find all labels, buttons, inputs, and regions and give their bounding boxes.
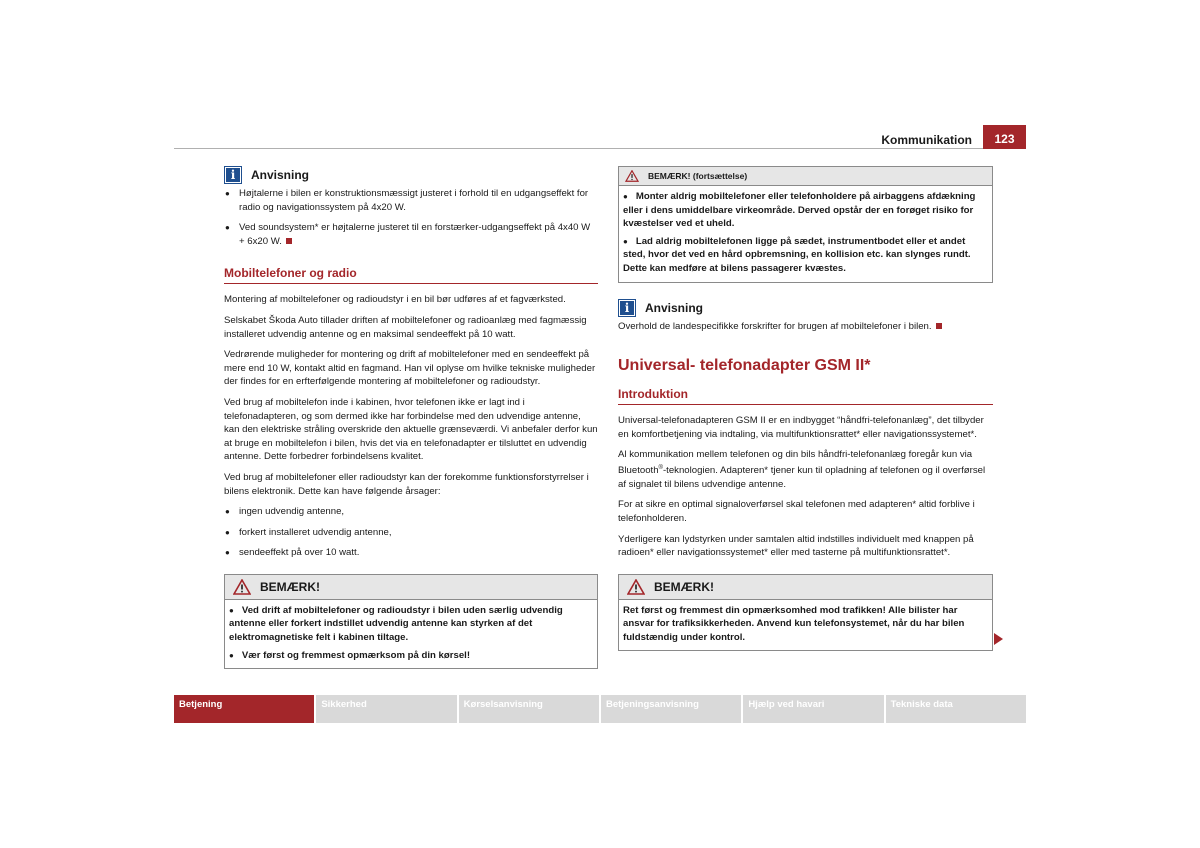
warning-item: ● Ved drift af mobiltelefoner og radioudstyr i bilen uden særlig udvendig antenne eller forkert indstillet udvendig antenne kan styrken af det elektromagnetiske felt i kabinen tiltage. [229, 604, 593, 645]
paragraph: Vedrørende muligheder for montering og drift af mobiltelefoner med en sendeeffekt på mere end 10 W, kontakt altid en fagmand. Han vil oplyse om hvilke tekniske muligheder der findes for en erfterfølgende montering af mobiltelefoner og radioudstyr. [224, 349, 596, 388]
section-heading: Introduktion [618, 387, 993, 405]
paragraph: Selskabet Škoda Auto tillader driften af mobiltelefoner og radioanlæg med fagmæssig installeret udvendig antenne og en maksimal sendeeffekt på 10 watt. [224, 314, 587, 340]
warning-body [619, 600, 992, 651]
tab-betjeningsanvisning[interactable]: Betjeningsanvisning [601, 695, 741, 723]
list-item: ● forkert installeret udvendig antenne, [224, 526, 598, 540]
end-marker-icon [936, 323, 942, 329]
warning-continued-box [618, 166, 993, 283]
warning-item: ● Monter aldrig mobiltelefoner eller telefonholdere på airbaggens afdækning eller i dens umiddelbare virkeområde. Derved opstår der en forøget risiko for kvæstelser ved et uheld. [623, 190, 988, 231]
paragraph: For at sikre en optimal signaloverførsel skal telefonen med adapteren* altid forblive i telefonholderen. [618, 499, 975, 524]
paragraph: Yderligere kan lydstyrken under samtalen altid indstilles individuelt med knappen på radioen* eller navigationssystemet* eller med tasterne på multifunktionsrattet*. [618, 533, 974, 559]
left-column [224, 166, 598, 669]
tab-hjaelp-ved-havari[interactable]: Hjælp ved havari [743, 695, 883, 723]
section-heading: Mobiltelefoner og radio [224, 266, 598, 284]
note-heading [224, 166, 598, 184]
warning-box [224, 574, 598, 669]
tab-sikkerhed[interactable]: Sikkerhed [316, 695, 456, 723]
warning-title: BEMÆRK! [260, 579, 320, 594]
next-page-arrow-icon[interactable] [994, 633, 1003, 645]
end-marker-icon [286, 238, 292, 244]
paragraph: Ved brug af mobiltelefon inde i kabinen, hvor telefonen ikke er lagt ind i telefonadapteren, og som dermed ikke har forbindelse med den udvendige antenne, kan den elektriske stråling overskride den aktuelle grænseværdi. Vi anbefaler derfor kun at bruge en mobiltelefon i bilen, hvis det via en telefonadapter er tilsluttet en udvendig antenne. Dette forbedrer forbindelsens kvalitet. [224, 396, 598, 463]
warning-body [225, 600, 597, 668]
warning-item: ● Vær først og fremmest opmærksom på din kørsel! [229, 649, 593, 663]
warning-triangle-icon [627, 579, 645, 595]
info-icon: i [618, 299, 636, 317]
warning-text: Ret først og fremmest din opmærksomhed mod trafikken! Alle bilister har ansvar for trafiksikkerheden. Anvend kun telefonsystemet, når du har bilen fuldstændig under kontrol. [623, 604, 965, 643]
note-heading [618, 299, 993, 317]
note-title: Anvisning [645, 300, 704, 315]
list-item: ● ingen udvendig antenne, [224, 505, 598, 519]
paragraph: Universal-telefonadapteren GSM II er en indbygget “håndfri-telefonanlæg”, det tilbyder en komfortbetjening via indtaling, via multifunktionsrattet* eller navigationssystemet*. [618, 415, 984, 440]
warning-body [619, 186, 992, 282]
note-bullet [224, 221, 598, 248]
main-heading: Universal- telefonadapter GSM II* [618, 357, 871, 375]
note-bullet-text: Ved soundsystem* er højtalerne justeret til en forstærker-udgangseffekt på 4x40 W + 6x20 W. [239, 222, 591, 247]
note-title: Anvisning [251, 168, 310, 182]
warning-heading [225, 575, 597, 600]
tab-tekniske-data[interactable]: Tekniske data [886, 695, 1026, 723]
warning-heading [619, 575, 992, 600]
note-text-content: Overhold de landespecifikke forskrifter for brugen af mobiltelefoner i bilen. [618, 320, 932, 332]
paragraph [618, 448, 993, 491]
warning-item: ● Lad aldrig mobiltelefonen ligge på sædet, instrumentbodet eller et andet sted, hvor det ved en hård opbremsning, en kollision etc. kan slynges rundt. Dette kan medføre at bilens passagerer kvæstes. [623, 235, 988, 276]
list-item: ● sendeeffekt på over 10 watt. [224, 546, 598, 560]
note-text [618, 320, 993, 334]
footer-nav [174, 695, 1026, 723]
note-bullet: ● Højtalerne i bilen er konstruktionsmæssigt justeret i forhold til en udgangseffekt for radio og navigationssystem på 4x20 W. [224, 187, 598, 214]
warning-triangle-icon [233, 579, 251, 595]
warning-triangle-icon [625, 170, 639, 182]
paragraph-text: Al kommunikation mellem telefonen og din bils håndfri-telefonanlæg foregår kun via Bluetooth [618, 449, 973, 477]
warning-title: BEMÆRK! [654, 579, 714, 594]
header-rule [174, 148, 1026, 149]
registered-mark: ® [658, 464, 663, 471]
warning-title: BEMÆRK! (fortsættelse) [648, 171, 748, 181]
paragraph: Ved brug af mobiltelefoner eller radioudstyr kan der forekomme funktionsforstyrrelser i bilens elektronik. Dette kan have følgende årsager: [224, 471, 589, 497]
page-number: 123 [983, 125, 1026, 149]
info-icon: i [224, 166, 242, 184]
warning-heading [619, 167, 992, 186]
paragraph-text: -teknologien. Adapteren* tjener kun til opladning af telefonen og il overførsel af signalet til bilens udvendige antenne. [618, 465, 986, 490]
warning-box [618, 574, 993, 652]
tab-korselsanvisning[interactable]: Kørselsanvisning [459, 695, 599, 723]
paragraph: Montering af mobiltelefoner og radioudstyr i en bil bør udføres af et fagværksted. [224, 294, 566, 306]
right-column [618, 166, 993, 651]
tab-betjening[interactable]: Betjening [174, 695, 314, 723]
section-title: Kommunikation [881, 133, 972, 147]
